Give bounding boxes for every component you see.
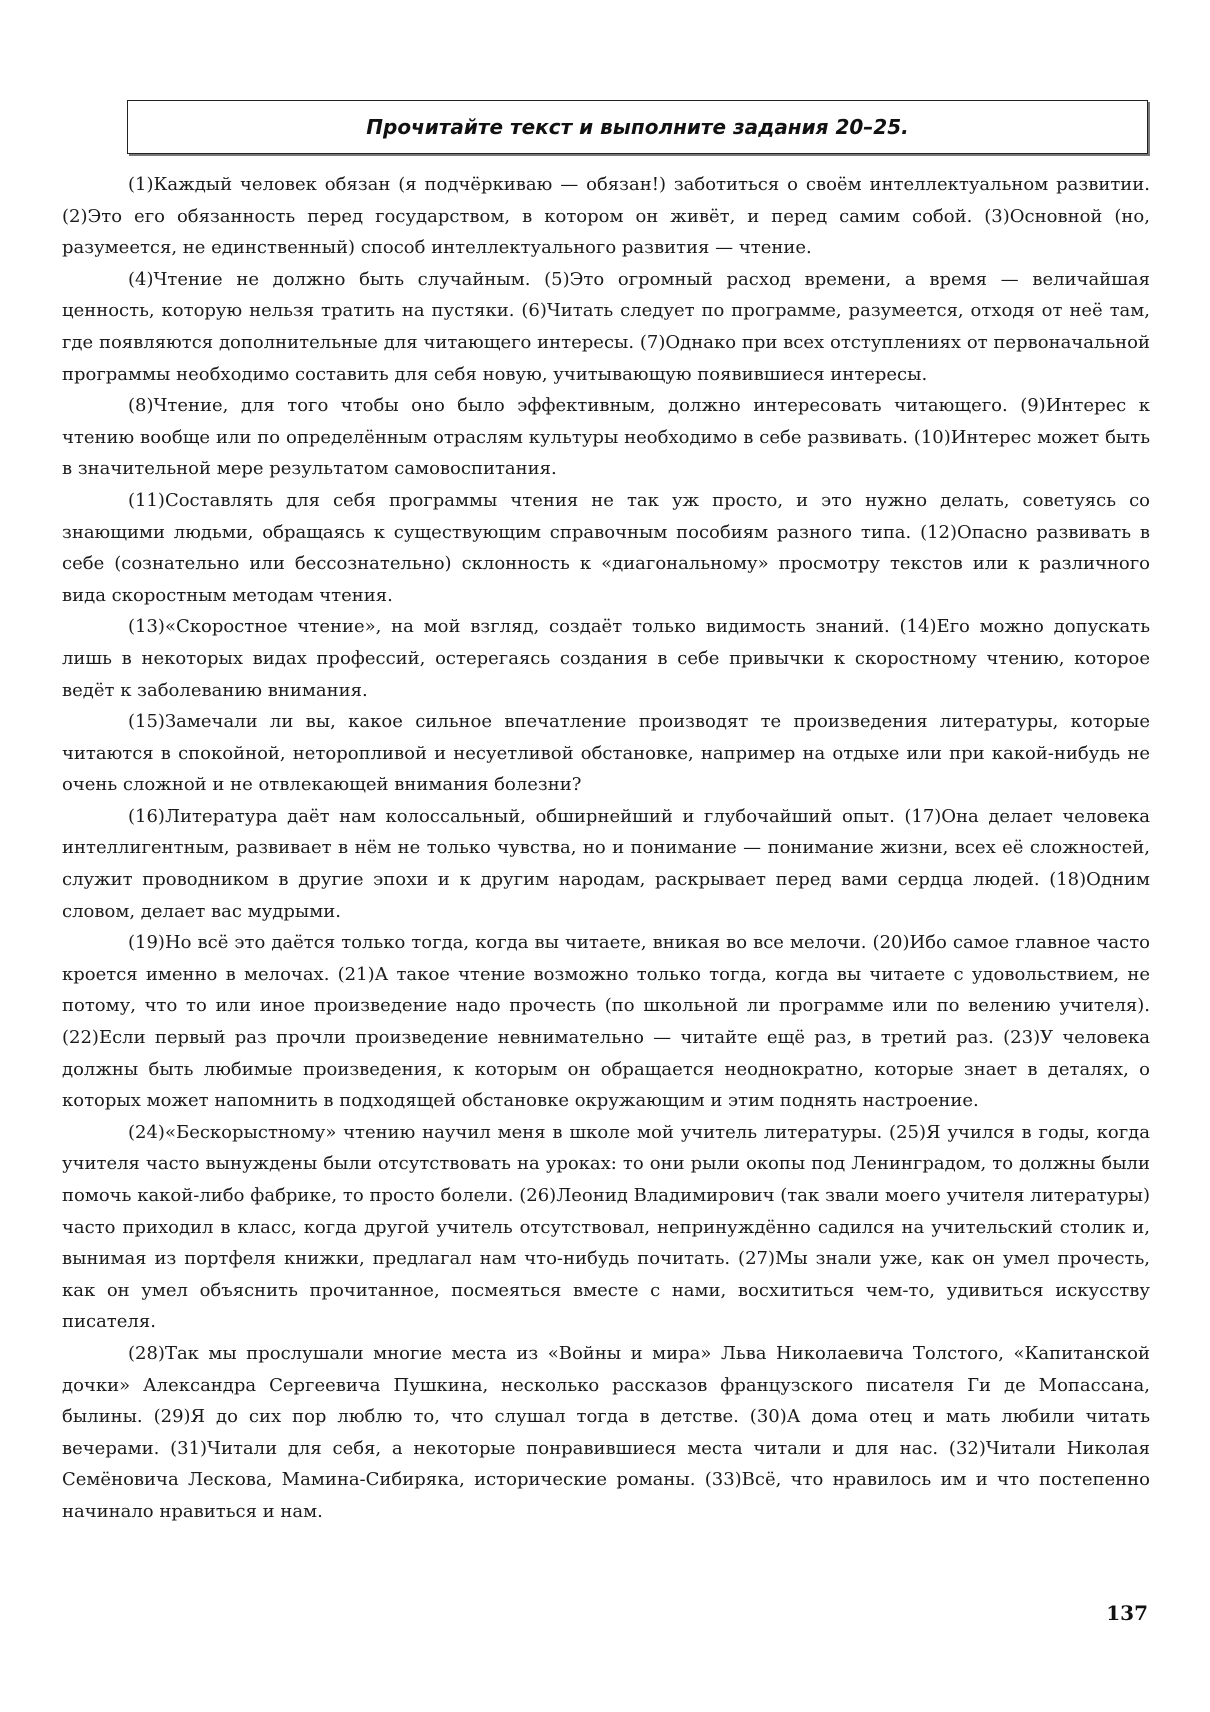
paragraph-10: (28)Так мы прослушали многие места из «Войны и мира» Льва Николаевича Толстого, «Капитанской дочки» Александра Сергеевича Пушкина, несколько рассказов французского писателя Ги де Мопассана, былины. (29)Я до сих пор люблю то, что слушал тогда в детстве. (30)А дома отец и мать любили читать вечерами. (31)Читали для себя, а некоторые понравившиеся места читали и для нас. (32)Читали Николая Семёновича Лескова, Мамина-Сибиряка, исторические романы. (33)Всё, что нравилось им и что постепенно начинало нравиться и нам. (62, 1342, 1150, 1522)
instruction-box (127, 100, 1148, 154)
instruction-title: Прочитайте текст и выполните задания 20–25. (366, 115, 909, 139)
paragraph-2: (4)Чтение не должно быть случайным. (5)Это огромный расход времени, а время — величайшая ценность, которую нельзя тратить на пустяки. (6)Читать следует по программе, разумеется, отходя от неё там, где появляются дополнительные для читающего интересы. (7)Однако при всех отступлениях от первоначальной программы необходимо составить для себя новую, учитывающую появившиеся интересы. (62, 268, 1150, 385)
paragraph-6: (15)Замечали ли вы, какое сильное впечатление производят те произведения литературы, которые читаются в спокойной, неторопливой и несуетливой обстановке, например на отдыхе или при какой-нибудь не очень сложной и не отвлекающей внимания болезни? (62, 711, 1150, 796)
paragraph-9: (24)«Бескорыстному» чтению научил меня в школе мой учитель литературы. (25)Я учился в годы, когда учителя часто вынуждены были отсутствовать на уроках: то они рыли окопы под Ленинградом, то должны были помочь какой-либо фабрике, то просто болели. (26)Леонид Владимирович (так звали моего учителя литературы) часто приходил в класс, когда другой учитель отсутствовал, непринуждённо садился на учительский столик и, вынимая из портфеля книжки, предлагал нам что-нибудь почитать. (27)Мы знали уже, как он умел прочесть, как он умел объяснить прочитанное, посмеяться вместе с нами, восхититься чем-то, удивиться искусству писателя. (62, 1121, 1150, 1333)
paragraph-7: (16)Литература даёт нам колоссальный, обширнейший и глубочайший опыт. (17)Она делает человека интеллигентным, развивает в нём не только чувства, но и понимание — понимание жизни, всех её сложностей, служит проводником в другие эпохи и к другим народам, раскрывает перед вами сердца людей. (18)Одним словом, делает вас мудрыми. (62, 805, 1150, 922)
paragraph-8: (19)Но всё это даётся только тогда, когда вы читаете, вникая во все мелочи. (20)Ибо самое главное часто кроется именно в мелочах. (21)А такое чтение возможно только тогда, когда вы читаете с удовольствием, не потому, что то или иное произведение надо прочесть (по школьной ли программе или по велению учителя). (22)Если первый раз прочли произведение невнимательно — читайте ещё раз, в третий раз. (23)У человека должны быть любимые произведения, к которым он обращается неоднократно, которые знает в деталях, о которых может напомнить в подходящей обстановке окружающим и этим поднять настроение. (62, 932, 1150, 1112)
reading-text (62, 169, 1150, 1528)
page-number: 137 (1106, 1601, 1148, 1625)
paragraph-4: (11)Составлять для себя программы чтения не так уж просто, и это нужно делать, советуясь со знающими людьми, обращаясь к существующим справочным пособиям разного типа. (12)Опасно развивать в себе (сознательно или бессознательно) склонность к «диагональному» просмотру текстов или к различного вида скоростным методам чтения. (62, 489, 1150, 606)
paragraph-3: (8)Чтение, для того чтобы оно было эффективным, должно интересовать читающего. (9)Интерес к чтению вообще или по определённым отраслям культуры необходимо в себе развивать. (10)Интерес может быть в значительной мере результатом самовоспитания. (62, 395, 1150, 480)
paragraph-5: (13)«Скоростное чтение», на мой взгляд, создаёт только видимость знаний. (14)Его можно допускать лишь в некоторых видах профессий, остерегаясь создания в себе привычки к скоростному чтению, которое ведёт к заболеванию внимания. (62, 616, 1150, 701)
paragraph-1: (1)Каждый человек обязан (я подчёркиваю — обязан!) заботиться о своём интеллектуальном развитии. (2)Это его обязанность перед государством, в котором он живёт, и перед самим собой. (3)Основной (но, разумеется, не единственный) способ интеллектуального развития — чтение. (62, 174, 1150, 259)
